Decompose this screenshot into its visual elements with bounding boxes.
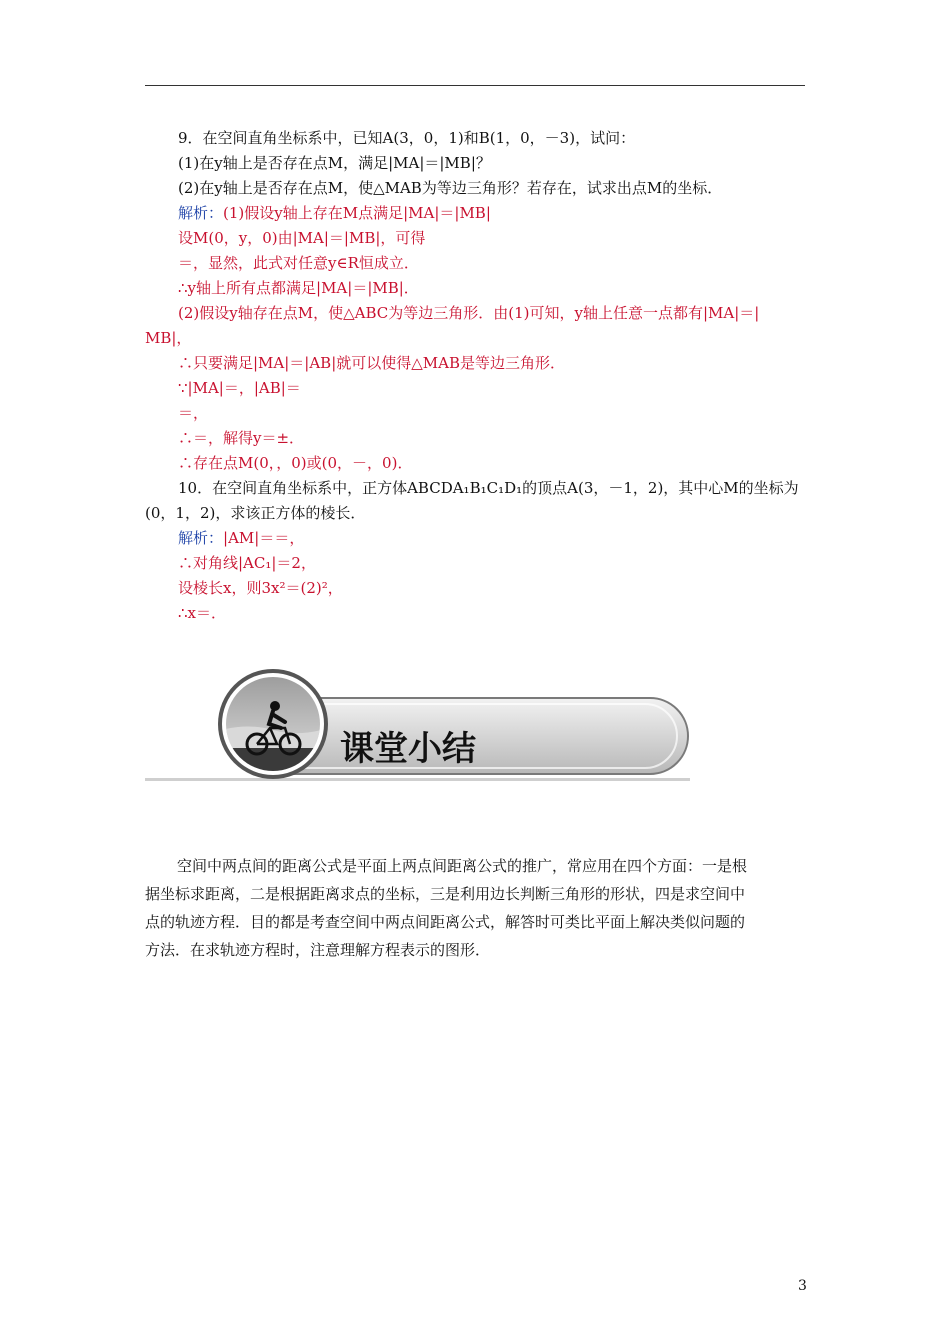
header-rule [145, 85, 805, 86]
problem-9-solution-line-2: 设M(0，y，0)由|MA|＝|MB|，可得 [178, 229, 426, 247]
problem-9-solution-line-10: ∴＝，解得y＝±． [178, 429, 305, 447]
problem-9-solution-line-8: ∵|MA|＝，|AB|＝ [178, 379, 301, 397]
problem-10-solution-line-2: ∴对角线|AC₁|＝2， [178, 554, 316, 572]
problem-9-solution-line-4: ∴y轴上所有点都满足|MA|＝|MB|． [178, 279, 419, 297]
problem-9-part-2: (2)在y轴上是否存在点M，使△MAB为等边三角形？若存在，试求出点M的坐标． [178, 179, 723, 197]
problem-9-solution-line-7: ∴只要满足|MA|＝|AB|就可以使得△MAB是等边三角形． [178, 354, 566, 372]
summary-line-2: 据坐标求距离，二是根据距离求点的坐标，三是利用边长判断三角形的形状，四是求空间中 [145, 885, 746, 903]
problem-9-solution-line-11: ∴存在点M(0，，0)或(0，－，0)． [178, 454, 413, 472]
solution-label: 解析： [178, 204, 224, 222]
problem-10-stem-line-2: (0，1，2)，求该正方体的棱长． [145, 504, 366, 522]
summary-line-4: 方法．在求轨迹方程时，注意理解方程表示的图形． [145, 941, 491, 959]
problem-9-solution-line-3: ＝，显然，此式对任意y∈R恒成立． [178, 254, 419, 272]
problem-9-solution-line-1 [178, 203, 491, 223]
problem-9-stem: 9．在空间直角坐标系中，已知A(3，0，1)和B(1，0，－3)，试问： [178, 129, 636, 147]
problem-10-solution-line-3: 设棱长x，则3x²＝(2)²， [178, 579, 343, 597]
problem-10-stem-line-1: 10．在空间直角坐标系中，正方体ABCDA₁B₁C₁D₁的顶点A(3，－1，2)，其中心M的坐标为 [178, 479, 799, 497]
solution-label: 解析： [178, 529, 224, 547]
problem-9-solution-line-5: (2)假设y轴存在点M，使△ABC为等边三角形．由(1)可知，y轴上任意一点都有|MA|＝| [178, 304, 760, 322]
banner-title: 课堂小结 [340, 729, 476, 769]
solution-text: |AM|＝＝， [223, 529, 305, 547]
problem-9-part-1: (1)在y轴上是否存在点M，满足|MA|＝|MB|？ [178, 154, 491, 172]
summary-line-1: 空间中两点间的距离公式是平面上两点间距离公式的推广，常应用在四个方面：一是根 [177, 857, 748, 875]
problem-9-solution-line-6: MB|， [145, 329, 192, 347]
problem-10-solution-line-4: ∴x＝． [178, 604, 227, 622]
problem-9-solution-line-9: ＝， [178, 404, 209, 422]
page-number: 3 [798, 1278, 807, 1294]
problem-10-solution-line-1 [178, 528, 304, 548]
solution-text: (1)假设y轴上存在M点满足|MA|＝|MB| [223, 204, 491, 222]
summary-line-3: 点的轨迹方程．目的都是考查空间中两点间距离公式，解答时可类比平面上解决类似问题的 [145, 913, 746, 931]
section-banner [145, 662, 690, 787]
